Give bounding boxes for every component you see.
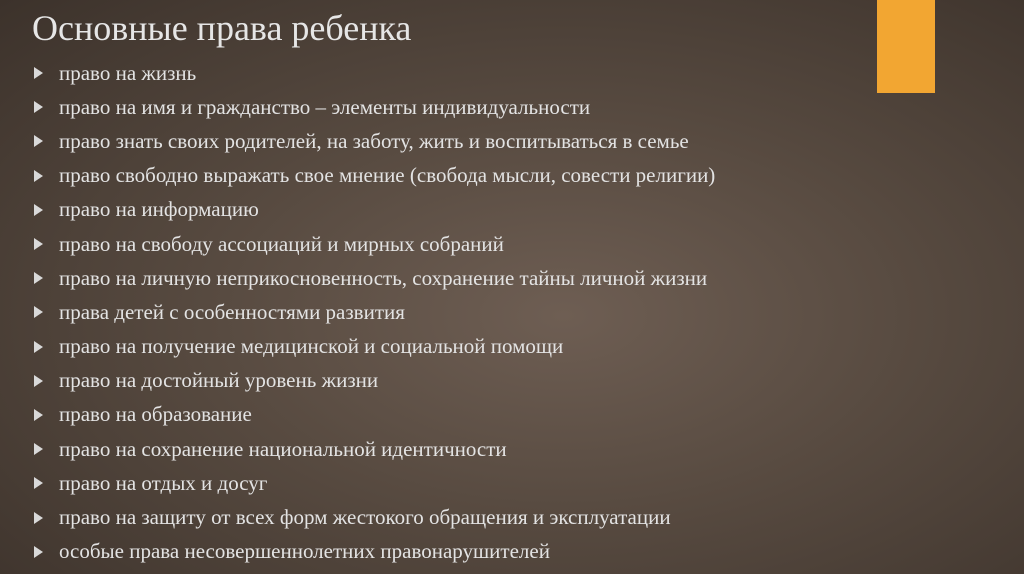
list-item [34, 56, 715, 90]
list-item-text: право на информацию [59, 197, 259, 222]
slide-title: Основные права ребенка [32, 8, 412, 48]
triangle-bullet-icon [34, 101, 43, 113]
list-item [34, 466, 715, 500]
list-item [34, 500, 715, 534]
list-item-text: право на сохранение национальной идентичности [59, 436, 507, 461]
list-item-text: право на имя и гражданство – элементы индивидуальности [59, 94, 591, 119]
accent-bar [877, 0, 935, 93]
list-item-text: право на достойный уровень жизни [59, 368, 379, 393]
list-item-text: право на отдых и досуг [59, 470, 268, 495]
list-item [34, 398, 715, 432]
bullet-list [34, 56, 715, 569]
triangle-bullet-icon [34, 272, 43, 284]
triangle-bullet-icon [34, 67, 43, 79]
list-item [34, 261, 715, 295]
triangle-bullet-icon [34, 443, 43, 455]
triangle-bullet-icon [34, 204, 43, 216]
triangle-bullet-icon [34, 546, 43, 558]
triangle-bullet-icon [34, 409, 43, 421]
list-item [34, 330, 715, 364]
triangle-bullet-icon [34, 170, 43, 182]
list-item [34, 124, 715, 158]
triangle-bullet-icon [34, 135, 43, 147]
list-item-text: особые права несовершеннолетних правонарушителей [59, 539, 550, 564]
list-item [34, 295, 715, 329]
triangle-bullet-icon [34, 306, 43, 318]
list-item [34, 193, 715, 227]
list-item-text: права детей с особенностями развития [59, 299, 405, 324]
list-item-text: право на получение медицинской и социальной помощи [59, 334, 564, 359]
triangle-bullet-icon [34, 477, 43, 489]
list-item-text: право на личную неприкосновенность, сохранение тайны личной жизни [59, 265, 708, 290]
list-item-text: право знать своих родителей, на заботу, жить и воспитываться в семье [59, 128, 689, 153]
list-item-text: право на свободу ассоциаций и мирных собраний [59, 231, 504, 256]
list-item [34, 227, 715, 261]
list-item-text: право на защиту от всех форм жестокого обращения и эксплуатации [59, 505, 671, 530]
list-item [34, 535, 715, 569]
list-item-text: право на образование [59, 402, 252, 427]
list-item [34, 90, 715, 124]
triangle-bullet-icon [34, 238, 43, 250]
list-item-text: право на жизнь [59, 60, 197, 85]
triangle-bullet-icon [34, 512, 43, 524]
list-item-text: право свободно выражать свое мнение (свобода мысли, совести религии) [59, 163, 716, 188]
list-item [34, 432, 715, 466]
list-item [34, 159, 715, 193]
triangle-bullet-icon [34, 341, 43, 353]
triangle-bullet-icon [34, 375, 43, 387]
list-item [34, 364, 715, 398]
